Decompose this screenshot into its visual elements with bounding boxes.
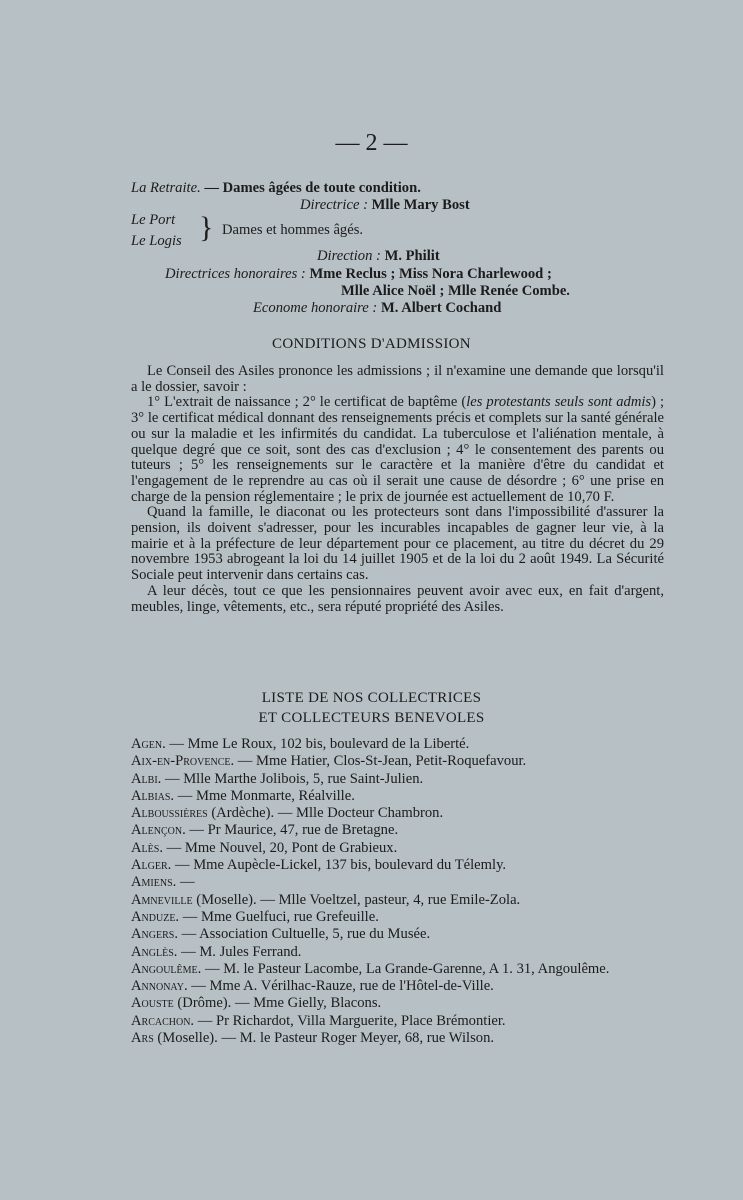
collector-town: Arcachon. [131, 1012, 195, 1029]
retraite-line [131, 180, 421, 197]
collector-entry [131, 944, 636, 961]
page-number: — 2 — [335, 130, 408, 156]
collector-town: Annonay. [131, 978, 188, 995]
port-logis-desc: Dames et hommes âgés. [222, 222, 364, 238]
collector-detail: — Mme Nouvel, 20, Pont de Grabieux. [162, 839, 398, 856]
econome-label: Econome honoraire : [253, 300, 378, 316]
collector-town: Alençon. [131, 822, 186, 839]
direction-name: M. Philit [384, 248, 440, 264]
collector-town: Angers. [131, 926, 178, 943]
collector-detail: (Moselle). — M. le Pasteur Roger Meyer, 68, rue Wilson. [153, 1030, 495, 1047]
retraite-desc: — Dames âgées de toute condition. [204, 180, 421, 196]
collector-list [131, 736, 636, 1047]
paragraph-2-part-a: 1° L'extrait de naissance ; 2° le certificat de baptême ( [147, 394, 467, 411]
collector-entry [131, 874, 636, 891]
conditions-body [131, 364, 664, 615]
collector-entry [131, 857, 636, 874]
econome-line [253, 300, 501, 317]
collector-entry [131, 788, 636, 805]
collector-entry [131, 978, 636, 995]
directrice-name: Mlle Mary Bost [371, 197, 470, 213]
collector-entry [131, 753, 636, 770]
collector-town: Anglès. [131, 943, 178, 960]
direction-line [317, 248, 440, 265]
collector-detail: — Mme Monmarte, Réalville. [174, 787, 355, 804]
paragraph-2-italic: les protestants seuls sont admis [466, 394, 652, 411]
collector-entry [131, 926, 636, 943]
collector-entry [131, 909, 636, 926]
collector-town: Angoulême. [131, 960, 202, 977]
collector-detail: — Association Cultuelle, 5, rue du Musée. [177, 926, 431, 943]
conditions-paragraph-1: Le Conseil des Asiles prononce les admissions ; il n'examine une demande que lorsqu'il a le dossier, savoir : [131, 363, 664, 395]
collector-entry [131, 805, 636, 822]
collector-detail: — Mme Aupècle-Lickel, 137 bis, boulevard du Télemly. [171, 857, 507, 874]
honoraires-label: Directrices honoraires : [165, 266, 306, 282]
collector-entry [131, 840, 636, 857]
brace-glyph: } [199, 211, 214, 244]
collector-entry [131, 822, 636, 839]
collector-town: Albias. [131, 787, 175, 804]
direction-label: Direction : [317, 248, 381, 264]
collector-town: Amneville [131, 891, 193, 908]
directrice-label: Directrice : [300, 197, 368, 213]
collector-detail: — Mme Hatier, Clos-St-Jean, Petit-Roquefavour. [234, 753, 527, 770]
collector-town: Aouste [131, 995, 174, 1012]
retraite-name: La Retraite. [131, 180, 201, 196]
collector-town: Amiens. [131, 874, 177, 891]
collector-town: Ars [131, 1030, 154, 1047]
collector-entry [131, 995, 636, 1012]
collector-detail: — [176, 874, 195, 891]
collector-entry [131, 736, 636, 753]
collector-entry [131, 961, 636, 978]
collector-entry [131, 892, 636, 909]
collector-detail: — M. Jules Ferrand. [177, 943, 302, 960]
logis-name: Le Logis [131, 233, 182, 249]
collector-town: Alboussières [131, 805, 208, 822]
collector-detail: — Pr Richardot, Villa Marguerite, Place Brémontier. [194, 1012, 506, 1029]
collector-town: Alger. [131, 857, 172, 874]
collector-town: Agen. [131, 736, 166, 752]
collector-detail: — M. le Pasteur Lacombe, La Grande-Garenne, A 1. 31, Angoulême. [201, 960, 610, 977]
honoraires-line-1 [165, 266, 552, 283]
collector-detail: (Moselle). — Mlle Voeltzel, pasteur, 4, rue Emile-Zola. [192, 891, 521, 908]
honoraires-names-1: Mme Reclus ; Miss Nora Charlewood ; [309, 266, 552, 282]
collector-town: Alès. [131, 839, 163, 856]
collector-detail: — Mme Le Roux, 102 bis, boulevard de la Liberté. [165, 736, 470, 752]
collector-detail: (Drôme). — Mme Gielly, Blacons. [173, 995, 382, 1012]
list-title-line-2: ET COLLECTEURS BENEVOLES [258, 710, 485, 726]
conditions-paragraph-4: A leur décès, tout ce que les pensionnaires peuvent avoir avec eux, en fait d'argent, meubles, linge, vêtements, etc., sera réputé propriété des Asiles. [131, 582, 664, 615]
collector-detail: (Ardèche). — Mlle Docteur Chambron. [207, 805, 444, 822]
collector-entry [131, 1013, 636, 1030]
honoraires-names-2: Mlle Alice Noël ; Mlle Renée Combe. [341, 283, 570, 299]
collector-detail: — Mme Guelfuci, rue Grefeuille. [179, 908, 379, 925]
collector-detail: — Mme A. Vérilhac-Rauze, rue de l'Hôtel-de-Ville. [187, 978, 494, 995]
conditions-title: CONDITIONS D'ADMISSION [272, 336, 471, 352]
collector-town: Anduze. [131, 908, 180, 925]
paragraph-2-part-b: ) ; 3° le certificat médical donnant des renseignements précis et complets sur la santé générale ou sur la maladie et les infirmités du candidat. La tuberculose et l'aliénation mentale, à quelque degré que ce soit, sont des cas d'exclusion ; 4° le consentement des parents ou tuteurs ; 5° les renseignements sur le caractère et la manière d'être du candidat et l'engagement de le reprendre au cas où il serait une cause de désordre ; 6° une prise en charge de la pension réglementaire ; le prix de journée est actuellement de 10,70 F. [131, 394, 664, 505]
collector-town: Albi. [131, 770, 162, 787]
conditions-paragraph-3: Quand la famille, le diaconat ou les protecteurs sont dans l'impossibilité d'assurer la pension, ils doivent s'adresser, pour les incurables incapables de gagner leur vie, à la mairie et à la préfecture de leur département pour ce placement, au titre du décret du 29 novembre 1953 abrogeant la loi du 14 juillet 1905 et de la loi du 2 août 1949. La Sécurité Sociale peut intervenir dans certains cas. [131, 504, 664, 584]
collector-town: Aix-en-Provence. [131, 753, 235, 770]
collector-entry [131, 1030, 636, 1047]
econome-name: M. Albert Cochand [380, 300, 502, 316]
directrice-line [300, 197, 470, 214]
port-name: Le Port [131, 212, 176, 228]
conditions-paragraph-2 [131, 395, 664, 505]
collector-detail: — Mlle Marthe Jolibois, 5, rue Saint-Julien. [161, 770, 424, 787]
collector-detail: — Pr Maurice, 47, rue de Bretagne. [185, 822, 399, 839]
collector-entry [131, 771, 636, 788]
list-title-line-1: LISTE DE NOS COLLECTRICES [261, 690, 482, 706]
